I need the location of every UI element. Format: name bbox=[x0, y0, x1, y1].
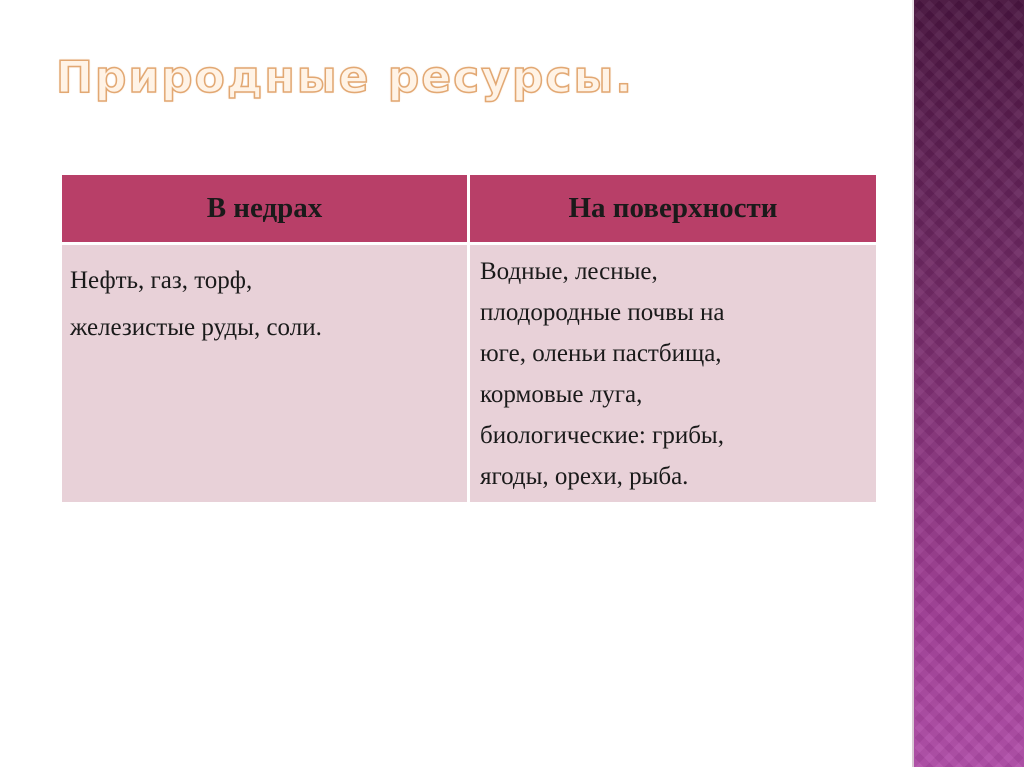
cell-text-line: Водные, лесные, bbox=[480, 258, 658, 285]
cell-text-line: биологические: грибы, bbox=[480, 422, 724, 449]
table-cell-underground bbox=[62, 245, 467, 502]
cell-text-line: Нефть, газ, торф, bbox=[70, 267, 253, 294]
table-header-label: В недрах bbox=[206, 192, 323, 224]
cell-text-line: юге, оленьи пастбища, bbox=[480, 340, 722, 367]
table-header-underground bbox=[62, 175, 467, 242]
cell-text-line: ягоды, орехи, рыба. bbox=[480, 463, 689, 490]
cell-text-line: железистые руды, соли. bbox=[70, 314, 322, 341]
table-header-label: На поверхности bbox=[568, 192, 778, 224]
cell-text-line: кормовые луга, bbox=[480, 381, 643, 408]
cell-text-line: плодородные почвы на bbox=[480, 299, 725, 326]
slide-title: Природные ресурсы. bbox=[56, 52, 634, 103]
table-header-surface bbox=[470, 175, 876, 242]
resources-table bbox=[62, 175, 876, 502]
table-cell-surface bbox=[470, 245, 876, 502]
decorative-side-stripe bbox=[914, 0, 1024, 767]
